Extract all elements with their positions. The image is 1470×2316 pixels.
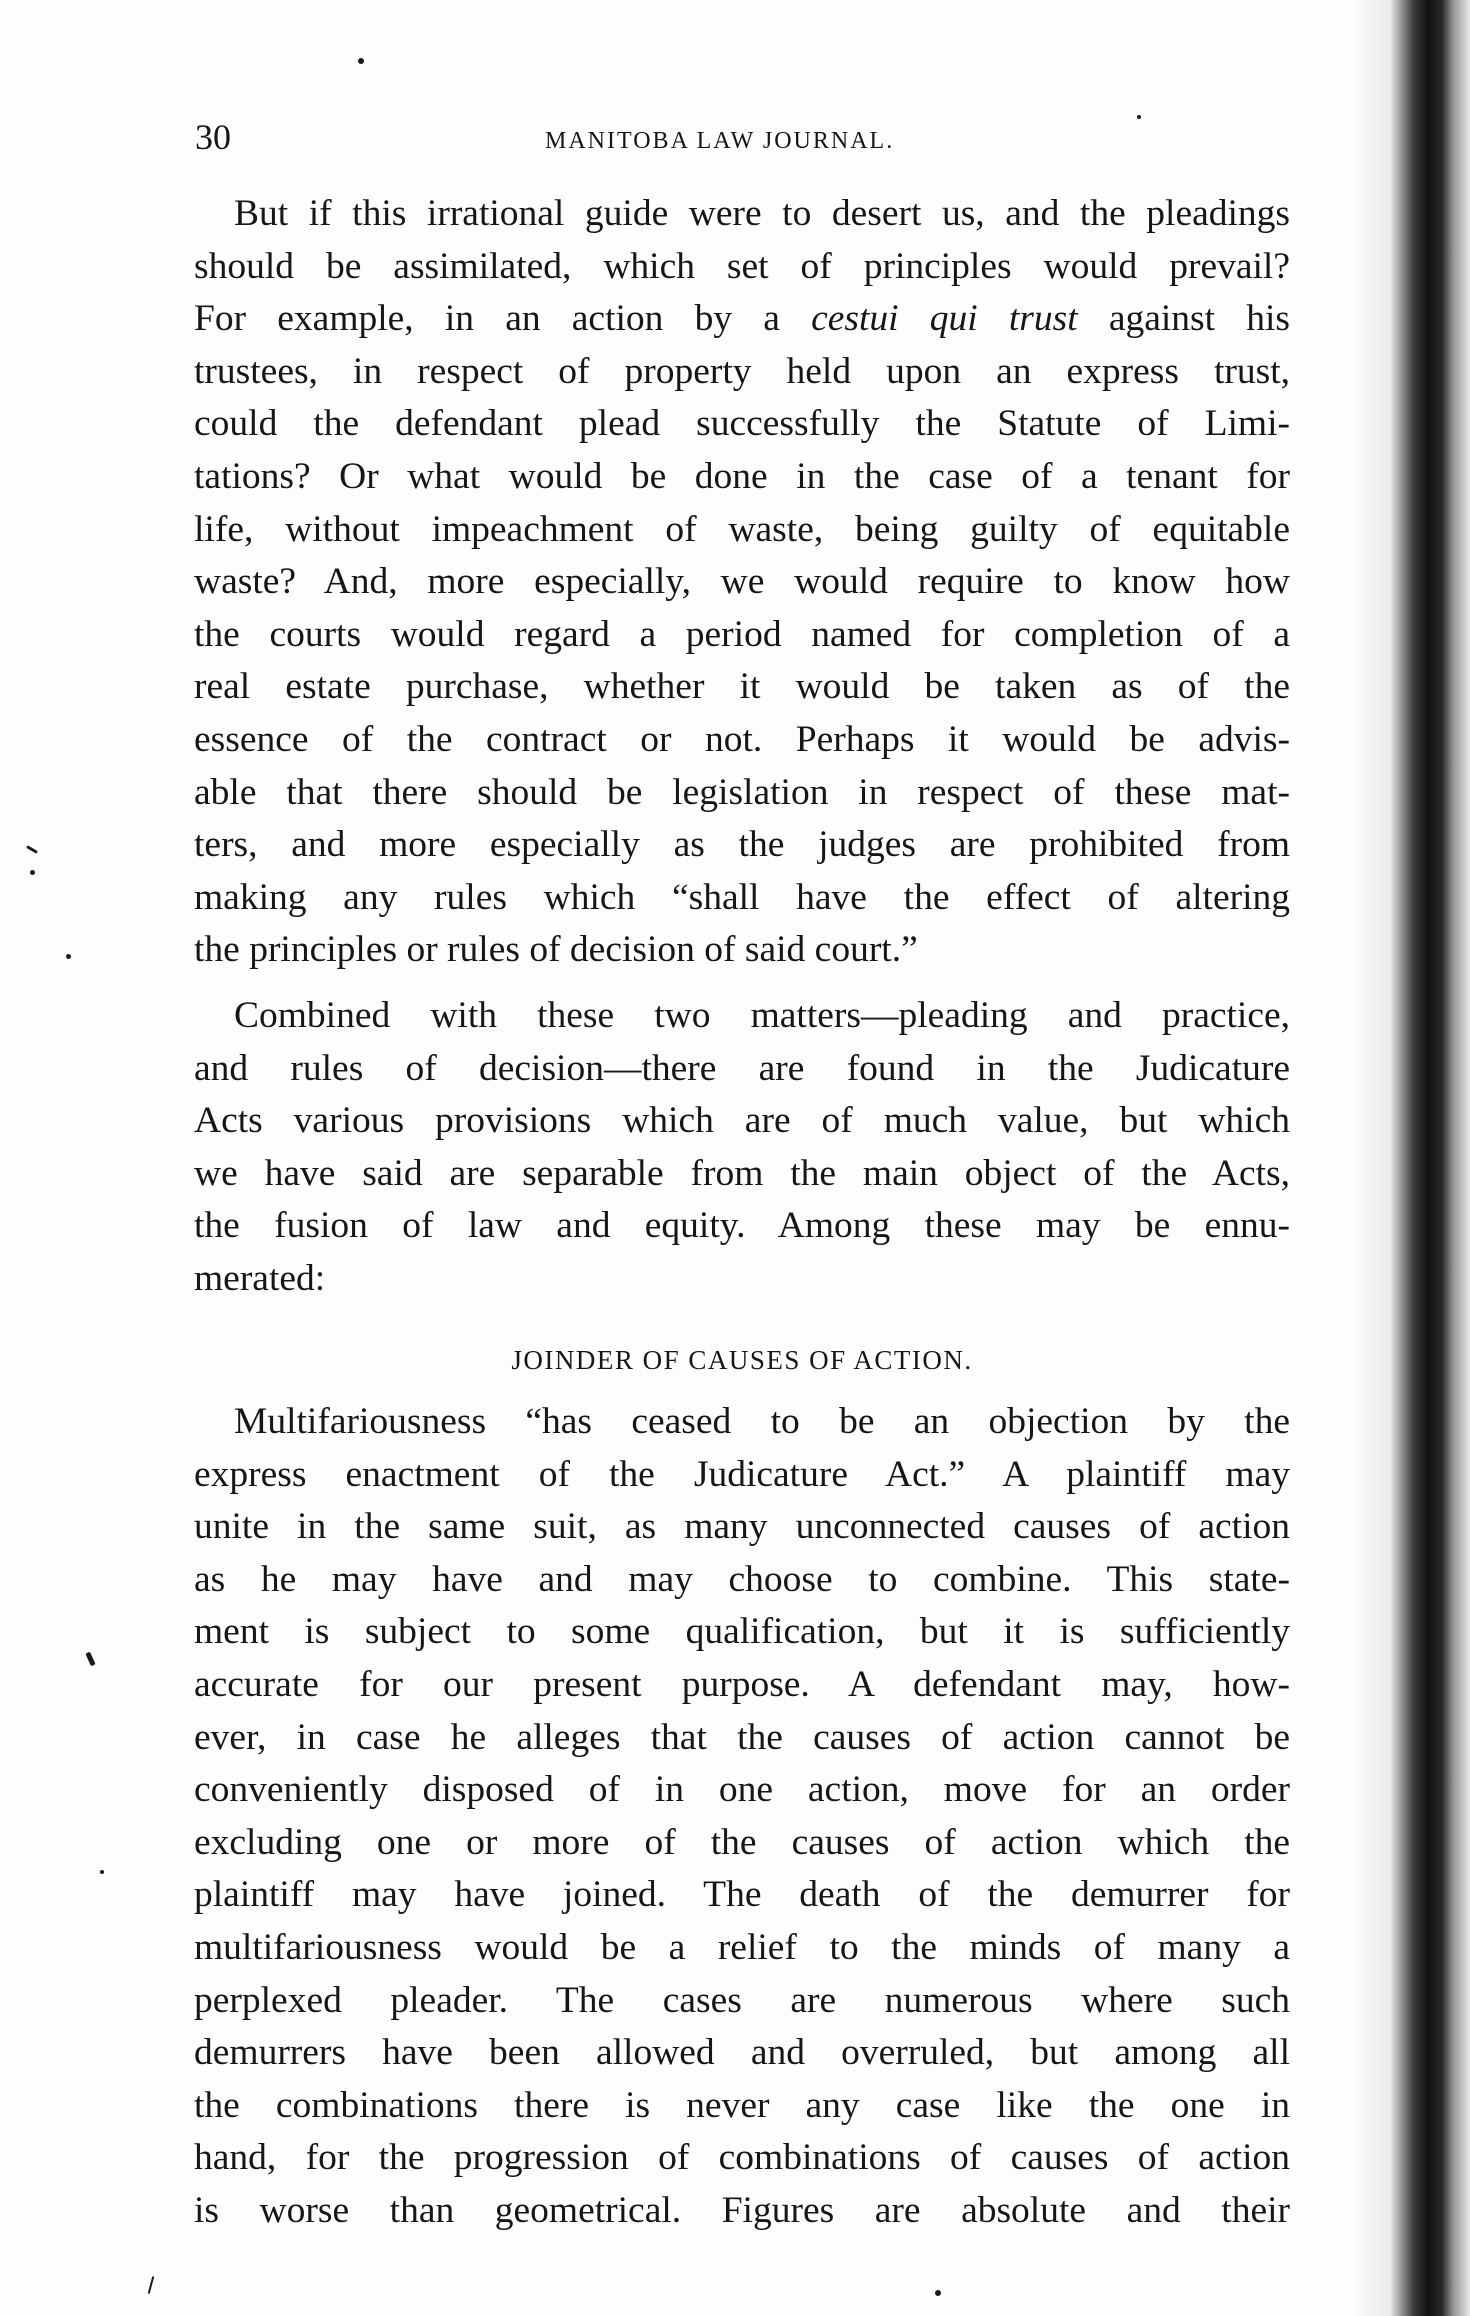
running-head [195,112,1295,162]
text-line: ever, in case he alleges that the causes of action cannot be [194,1716,1290,1758]
scan-speck [358,58,364,64]
text-line: conveniently disposed of in one action, move for an order [194,1769,1290,1811]
text-line: merated: [194,1257,326,1299]
text-line: unite in the same suit, as many unconnected causes of action [194,1506,1290,1548]
text-line: able that there should be legislation in respect of these mat- [194,771,1290,813]
text-line: Acts various provisions which are of much value, but which [194,1100,1290,1142]
binding-shadow [1350,0,1470,2316]
text-line: as he may have and may choose to combine. This state- [194,1558,1290,1600]
text-line: the principles or rules of decision of said court.” [194,929,918,971]
scan-speck [100,1870,104,1874]
page-number: 30 [195,117,231,157]
text-line: should be assimilated, which set of principles would prevail? [194,245,1290,287]
paragraph-3 [194,1396,1290,2238]
text-line: real estate purchase, whether it would be taken as of the [194,666,1290,708]
scan-speck [935,2290,941,2296]
italic-term: cestui qui trust [811,298,1078,340]
text-line: plaintiff may have joined. The death of the demurrer for [194,1874,1290,1916]
text-line: ters, and more especially as the judges are prohibited from [194,824,1290,866]
text-line: essence of the contract or not. Perhaps it would be advis- [194,718,1290,760]
text-line: perplexed pleader. The cases are numerous where such [194,1979,1290,2021]
text-line: excluding one or more of the causes of action which the [194,1821,1290,1863]
text-line: tations? Or what would be done in the case of a tenant for [194,455,1290,497]
text-line: we have said are separable from the main object of the Acts, [194,1152,1290,1194]
scan-speck [85,1652,95,1667]
text-line: the combinations there is never any case like the one in [194,2084,1290,2126]
text-line: the fusion of law and equity. Among these may be ennu- [194,1205,1290,1247]
scan-speck [66,954,71,959]
text-line: hand, for the progression of combinations of causes of action [194,2137,1290,2179]
text-line-tail: against his [1077,298,1290,340]
text-line-with-italic [194,293,1290,346]
text-line: ment is subject to some qualification, but it is sufficiently [194,1611,1290,1653]
text-line: waste? And, more especially, we would require to know how [194,561,1290,603]
text-line: multifariousness would be a relief to the minds of many a [194,1926,1290,1968]
text-line: Combined with these two matters—pleading and practice, [234,995,1290,1036]
text-line: But if this irrational guide were to desert us, and the pleadings [234,193,1290,234]
scan-speck [26,845,38,854]
paragraph-1 [194,188,1290,977]
text-line: trustees, in respect of property held upon an express trust, [194,350,1290,392]
text-line: could the defendant plead successfully the Statute of Limi- [194,403,1290,445]
text-line: making any rules which “shall have the effect of altering [194,876,1290,918]
text-line: Multifariousness “has ceased to be an objection by the [234,1401,1290,1442]
text-line: express enactment of the Judicature Act.” A plaintiff may [194,1453,1290,1495]
text-line: is worse than geometrical. Figures are absolute and their [194,2189,1290,2231]
journal-title: MANITOBA LAW JOURNAL. [545,128,895,154]
scan-speck [148,2276,155,2294]
text-line: accurate for our present purpose. A defendant may, how- [194,1663,1290,1705]
paragraph-2 [194,990,1290,1306]
text-line: the courts would regard a period named for completion of a [194,613,1290,655]
text-line: demurrers have been allowed and overruled, but among all [194,2032,1290,2074]
section-heading: JOINDER OF CAUSES OF ACTION. [511,1345,973,1375]
text-line: and rules of decision—there are found in the Judicature [194,1047,1290,1089]
scan-speck [30,870,35,875]
text-line-head: For example, in an action by a [194,298,812,340]
text-line: life, without impeachment of waste, being guilty of equitable [194,508,1290,550]
